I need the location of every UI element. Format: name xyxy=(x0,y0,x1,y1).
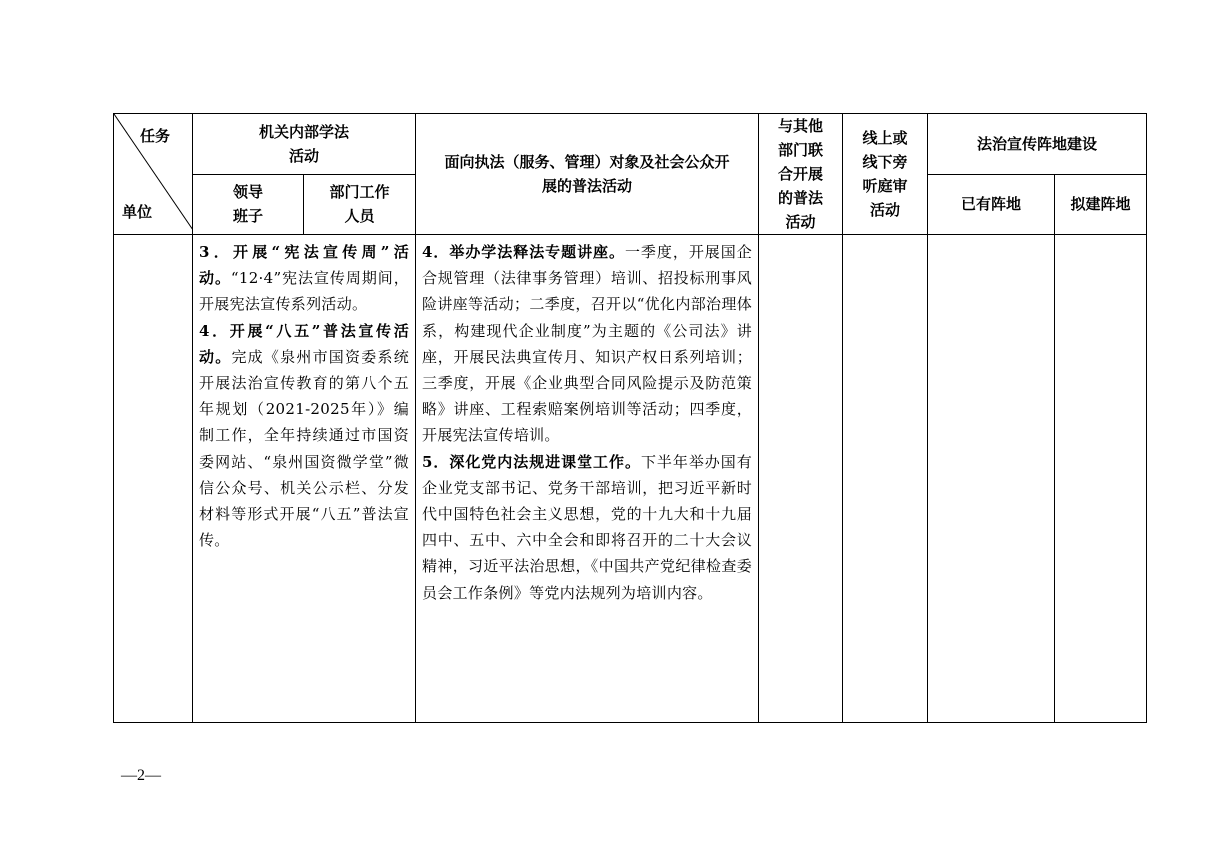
header-public-activities: 面向执法（服务、管理）对象及社会公众开 展的普法活动 xyxy=(416,114,759,235)
unit-cell xyxy=(114,235,193,723)
header-internal-study: 机关内部学法 活动 xyxy=(193,114,416,175)
joint-activities-cell xyxy=(759,235,843,723)
header-court-audit: 线上或 线下旁 听庭审 活动 xyxy=(843,114,928,235)
internal-activities-cell xyxy=(193,235,416,723)
header-leadership: 领导 班子 xyxy=(193,174,304,235)
existing-base-cell xyxy=(928,235,1055,723)
public-item-5: 5．深化党内法规进课堂工作。下半年举办国有企业党支部书记、党务干部培训，把习近平新时代中国特色社会主义思想，党的十九大和十九届四中、五中、六中全会和即将召开的二十大会议精神，习近平法治思想，《中国共产党纪律检查委员会工作条例》等党内法规列为培训内容。 xyxy=(422,452,753,602)
public-activities-cell xyxy=(416,235,759,723)
internal-item-4: 4．开展“八五”普法宣传活动。完成《泉州市国资委系统开展法治宣传教育的第八个五年规划（2021-2025年）》编制工作，全年持续通过市国资委网站、“泉州国资微学堂”微信公众号、机关公示栏、分发材料等形式开展“八五”普法宣传。 xyxy=(199,321,410,550)
corner-header-cell xyxy=(114,114,193,235)
internal-item-3: 3．开展“宪法宣传周”活动。“12·4”宪法宣传周期间，开展宪法宣传系列活动。 xyxy=(199,243,410,314)
header-base-construction: 法治宣传阵地建设 xyxy=(928,114,1147,175)
corner-task-label: 任务 xyxy=(139,127,170,145)
page-number: —2— xyxy=(121,767,161,784)
header-planned-base: 拟建阵地 xyxy=(1055,174,1147,235)
planned-base-cell xyxy=(1055,235,1147,723)
plan-table xyxy=(113,113,1147,723)
header-existing-base: 已有阵地 xyxy=(928,174,1055,235)
court-audit-cell xyxy=(843,235,928,723)
header-joint-activities: 与其他 部门联 合开展 的普法 活动 xyxy=(759,114,843,235)
public-item-4: 4．举办学法释法专题讲座。一季度，开展国企合规管理（法律事务管理）培训、招投标刑事风险讲座等活动；二季度，召开以“优化内部治理体系，构建现代企业制度”为主题的《公司法》讲座，开展民法典宣传月、知识产权日系列培训；三季度，开展《企业典型合同风险提示及防范策略》讲座、工程索赔案例培训等活动；四季度，开展宪法宣传培训。 xyxy=(422,243,753,445)
header-staff: 部门工作 人员 xyxy=(304,174,416,235)
corner-unit-label: 单位 xyxy=(122,203,153,221)
